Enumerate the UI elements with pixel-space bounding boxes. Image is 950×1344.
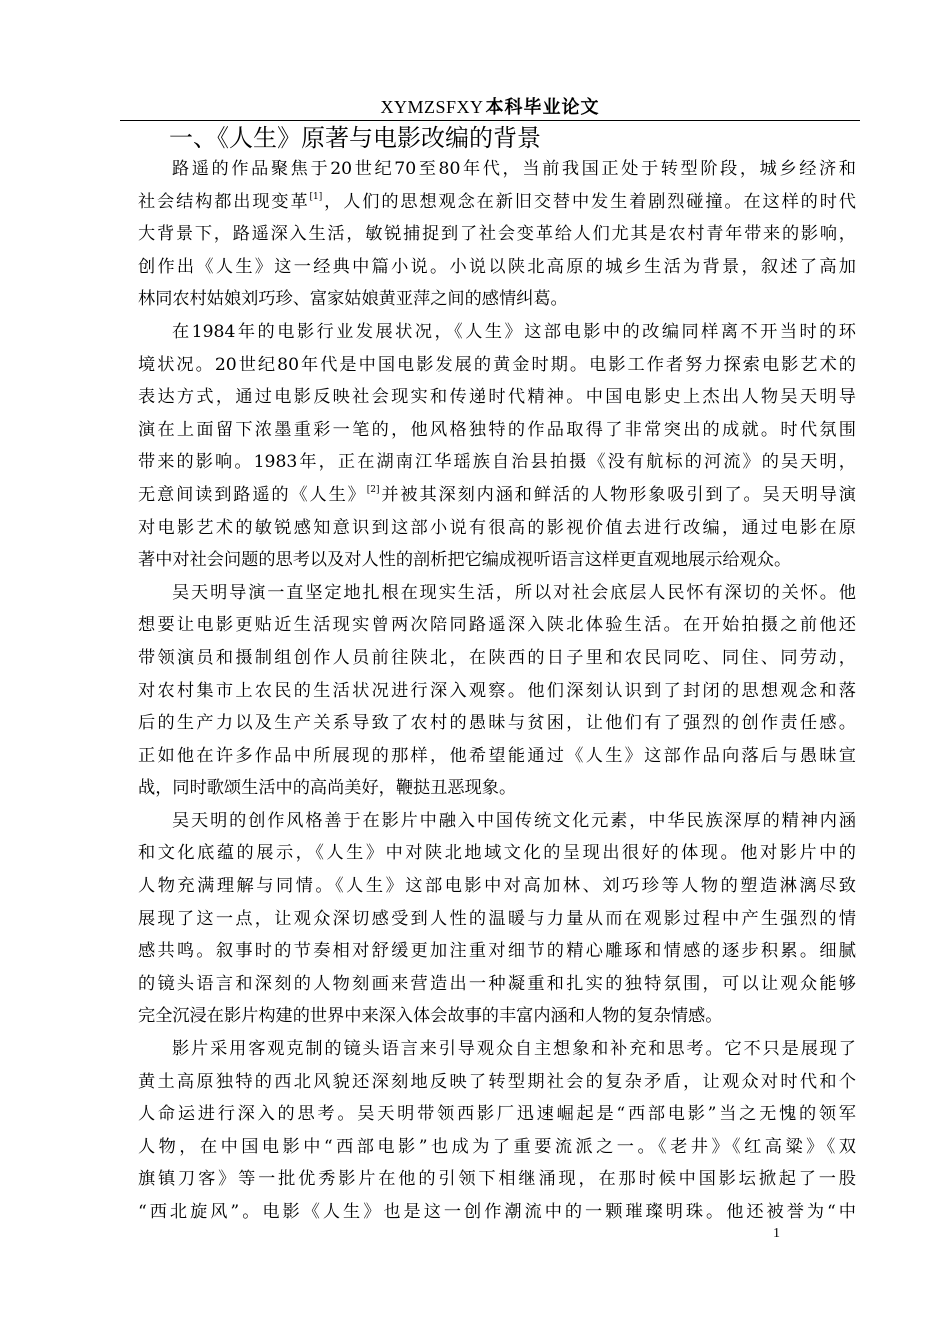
text-run: 想要让电影更贴近生活现实曾两次陪同路遥深入陕北体验生活。在开始拍摄之前他还	[138, 615, 856, 636]
text-run: 路遥的作品聚焦于20世纪70至80年代，当前我国正处于转型阶段，城乡经济和	[172, 159, 856, 179]
text-line	[138, 544, 856, 577]
text-run: 表达方式，通过电影反映社会现实和传递时代精神。中国电影史上杰出人物吴天明导	[138, 387, 856, 408]
text-run: 黄土高原独特的西北风貌还深刻地反映了转型期社会的复杂矛盾，让观众对时代和个	[138, 1071, 856, 1092]
text-run: 人物，在中国电影中“西部电影”也成为了重要流派之一。《老井》《红高粱》《双	[138, 1136, 856, 1157]
page-number: 1	[773, 1226, 780, 1241]
text-line	[138, 349, 856, 382]
text-run: 带来的影响。1983年，正在湖南江华瑶族自治县拍摄《没有航标的河流》的吴天明，	[138, 452, 856, 473]
text-run: 人物充满理解与同情。《人生》这部电影中对高加林、刘巧珍等人物的塑造淋漓尽致	[138, 876, 856, 897]
header-label: 本科毕业论文	[485, 97, 600, 118]
text-line	[138, 675, 856, 708]
text-run: 带领演员和摄制组创作人员前往陕北，在陕西的日子里和农民同吃、同住、同劳动，	[138, 647, 856, 668]
text-line	[138, 1000, 856, 1033]
text-run: 林同农村姑娘刘巧珍、富家姑娘黄亚萍之间的感情纠葛。	[138, 289, 568, 310]
text-run: 对农村集市上农民的生活状况进行深入观察。他们深刻认识到了封闭的思想观念和落	[138, 680, 856, 701]
text-line	[138, 381, 856, 414]
text-line	[138, 935, 856, 968]
text-run: 影片采用客观克制的镜头语言来引导观众自主想象和补充和思考。它不只是展现了	[172, 1039, 856, 1060]
paragraph	[138, 153, 856, 316]
text-run: 完全沉浸在影片构建的世界中来深入体会故事的丰富内涵和人物的复杂情感。	[138, 1006, 723, 1027]
citation-marker: [2]	[366, 484, 380, 495]
text-run: 后的生产力以及生产关系导致了农村的愚昧与贫困，让他们有了强烈的创作责任感。	[138, 713, 856, 734]
text-run: 并被其深刻内涵和鲜活的人物形象吸引到了。吴天明导演	[379, 484, 856, 505]
text-run: 创作出《人生》这一经典中篇小说。小说以陕北高原的城乡生活为背景，叙述了高加	[138, 256, 856, 277]
citation-marker: [1]	[309, 191, 323, 202]
text-line	[138, 1033, 856, 1066]
text-line	[138, 1066, 856, 1099]
text-run: 感共鸣。叙事时的节奏相对舒缓更加注重对细节的精心雕琢和情感的逐步积累。细腻	[138, 941, 856, 962]
text-run: 大背景下，路遥深入生活，敏锐捕捉到了社会变革给人们尤其是农村青年带来的影响，	[138, 224, 856, 245]
text-line	[138, 446, 856, 479]
text-run: 吴天明导演一直坚定地扎根在现实生活，所以对社会底层人民怀有深切的关怀。他	[172, 582, 856, 603]
text-line	[138, 968, 856, 1001]
text-line	[138, 479, 856, 512]
text-run: 战，同时歌颂生活中的高尚美好，鞭挞丑恶现象。	[138, 778, 517, 799]
text-line	[138, 1163, 856, 1196]
text-run: 的镜头语言和深刻的人物刻画来营造出一种凝重和扎实的独特氛围，可以让观众能够	[138, 973, 856, 994]
text-run: 社会结构都出现变革	[138, 191, 310, 212]
text-run: ，人们的思想观念在新旧交替中发生着剧烈碰撞。在这样的时代	[322, 191, 856, 212]
text-run: 吴天明的创作风格善于在影片中融入中国传统文化元素，中华民族深厚的精神内涵	[172, 810, 856, 831]
paragraph	[138, 1033, 856, 1229]
text-line	[138, 283, 856, 316]
text-line	[138, 772, 856, 805]
text-line	[138, 805, 856, 838]
paragraph	[138, 316, 856, 577]
text-line	[138, 1196, 856, 1229]
text-run: 演在上面留下浓墨重彩一笔的，他风格独特的作品取得了非常突出的成就。时代氛围	[138, 419, 856, 440]
paragraph	[138, 577, 856, 805]
text-line	[138, 870, 856, 903]
text-line	[138, 609, 856, 642]
header-rule	[120, 120, 860, 121]
text-run: 境状况。20世纪80年代是中国电影发展的黄金时期。电影工作者努力探索电影艺术的	[138, 354, 856, 375]
text-line	[138, 414, 856, 447]
text-run: 人命运进行深入的思考。吴天明带领西影厂迅速崛起是“西部电影”当之无愧的领军	[138, 1104, 856, 1125]
text-line	[138, 903, 856, 936]
text-line	[138, 1131, 856, 1164]
text-run: 旗镇刀客》等一批优秀影片在他的引领下相继涌现，在那时候中国影坛掀起了一股	[138, 1169, 856, 1190]
text-run: 无意间读到路遥的《人生》	[138, 484, 367, 505]
text-run: “西北旋风”。电影《人生》也是这一创作潮流中的一颗璀璨明珠。他还被誉为“中	[138, 1202, 856, 1222]
text-line	[138, 186, 856, 219]
text-line	[138, 1098, 856, 1131]
text-line	[138, 218, 856, 251]
text-line	[138, 577, 856, 610]
text-line	[138, 837, 856, 870]
section-title: 一、《人生》原著与电影改编的背景	[169, 124, 541, 152]
text-run: 对电影艺术的敏锐感知意识到这部小说有很高的影视价值去进行改编，通过电影在原	[138, 517, 856, 538]
page-header	[120, 96, 860, 120]
text-run: 展现了这一点，让观众深切感受到人性的温暖与力量从而在观影过程中产生强烈的情	[138, 908, 856, 929]
paragraph	[138, 805, 856, 1033]
text-line	[138, 316, 856, 349]
text-line	[138, 251, 856, 284]
text-run: 在1984年的电影行业发展状况，《人生》这部电影中的改编同样离不开当时的环	[172, 321, 856, 342]
text-run: 和文化底蕴的展示，《人生》中对陕北地域文化的呈现出很好的体现。他对影片中的	[138, 843, 856, 864]
text-line	[138, 642, 856, 675]
text-line	[138, 153, 856, 186]
header-school-code: XYMZSFXY	[380, 97, 484, 117]
body-text	[138, 153, 856, 1229]
text-run: 著中对社会问题的思考以及对人性的剖析把它编成视听语言这样更直观地展示给观众。	[138, 550, 792, 571]
text-line	[138, 707, 856, 740]
text-line	[138, 740, 856, 773]
text-line	[138, 512, 856, 545]
text-run: 正如他在许多作品中所展现的那样，他希望能通过《人生》这部作品向落后与愚昧宣	[138, 745, 856, 766]
